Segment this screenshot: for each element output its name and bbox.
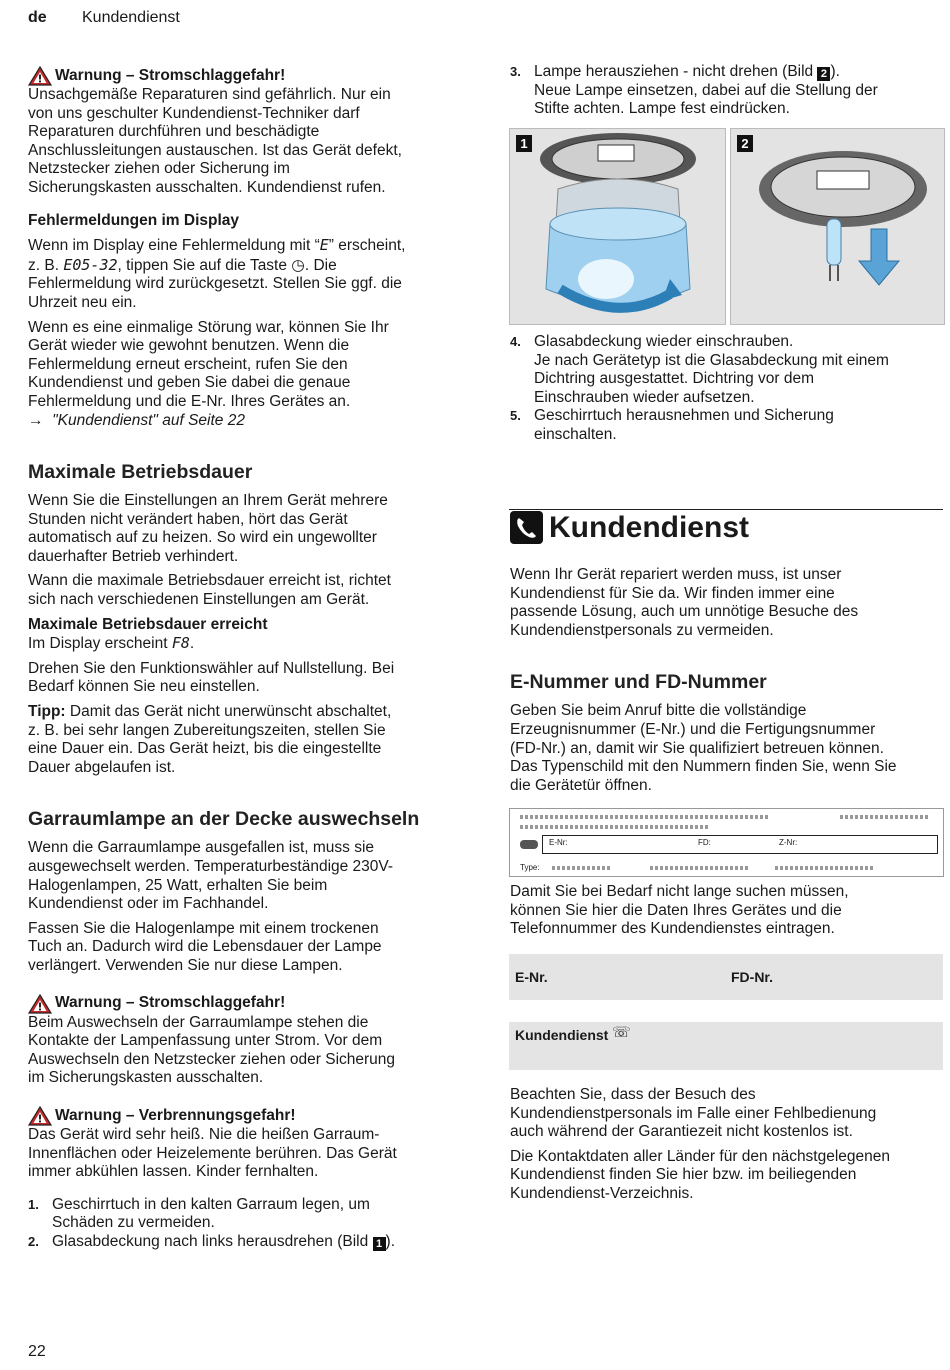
warning-block bbox=[28, 66, 468, 198]
text-line: ausgewechselt werden. Temperaturbeständige 230V- bbox=[28, 858, 394, 875]
plate-type-label: Type: bbox=[520, 863, 540, 872]
plate-dots bbox=[775, 866, 875, 870]
text-line: Damit Sie bei Bedarf nicht lange suchen müssen, bbox=[510, 883, 849, 900]
text-line: Dauer abgelaufen ist. bbox=[28, 758, 176, 776]
step-list bbox=[28, 1196, 468, 1252]
display-code: E bbox=[319, 236, 329, 255]
lamp-removal-illustration-2 bbox=[730, 128, 945, 325]
text-line: Dichtring ausgestattet. Dichtring vor dem bbox=[534, 370, 814, 388]
step-number: 3. bbox=[510, 64, 521, 79]
text: Wenn im Display eine Fehlermeldung mit “ bbox=[28, 237, 320, 255]
device-number-field[interactable] bbox=[509, 954, 943, 1000]
kd-label: Kundendienst bbox=[515, 1027, 609, 1043]
warning-line: im Sicherungskasten ausschalten. bbox=[28, 1069, 264, 1087]
text-line: Wann die maximale Betriebsdauer erreicht ist, richtet bbox=[28, 572, 391, 590]
text-line: automatisch auf zu heizen. So wird ein ungewollter bbox=[28, 529, 377, 547]
text-line: Kundendienst-Verzeichnis. bbox=[510, 1184, 694, 1202]
step-number: 5. bbox=[510, 408, 521, 424]
lamp-removal-illustration-1 bbox=[509, 128, 726, 325]
text-line: sich nach verschiedenen Einstellungen am Gerät. bbox=[28, 591, 370, 609]
text-line: Fassen Sie die Halogenlampe mit einem trockenen bbox=[28, 919, 379, 937]
enr-label: E-Nr. bbox=[515, 969, 548, 985]
text-line: Wenn es eine einmalige Störung war, können Sie Ihr bbox=[28, 318, 389, 336]
text-line: Geben Sie beim Anruf bitte die vollständige bbox=[510, 702, 807, 720]
language-code: de bbox=[28, 9, 47, 26]
text-line: Geschirrtuch in den kalten Garraum legen, um bbox=[52, 1195, 370, 1213]
text: Lampe herausziehen - nicht drehen (Bild bbox=[534, 63, 818, 80]
text-line: Telefonnummer des Kundendienstes eintragen. bbox=[510, 920, 835, 938]
text-line: Bedarf können Sie neu einstellen. bbox=[28, 678, 260, 696]
section-title: Maximale Betriebsdauer bbox=[28, 461, 253, 484]
warning-line: Reparaturen durchführen und beschädigte bbox=[28, 123, 320, 141]
halogen-lamp-illustration bbox=[731, 129, 944, 324]
glass-cover-illustration bbox=[510, 129, 725, 324]
warning-line: Sicherungskasten ausschalten. Kundendienst rufen. bbox=[28, 178, 386, 196]
fdnr-label: FD-Nr. bbox=[731, 969, 773, 985]
text-line: Fehlermeldung wird zurückgesetzt. Stellen Sie ggf. die bbox=[28, 275, 402, 293]
text-line: Schäden zu vermeiden. bbox=[52, 1214, 215, 1232]
step-item bbox=[510, 63, 945, 119]
max-operating-time-section bbox=[28, 460, 468, 777]
plate-dots bbox=[520, 815, 770, 819]
figure-ref-badge: 1 bbox=[373, 1237, 386, 1251]
brand-logo-icon bbox=[520, 840, 538, 849]
warning-line: Anschlussleitungen austauschen. Ist das Gerät defekt, bbox=[28, 141, 402, 159]
text-line: Geschirrtuch herausnehmen und Sicherung bbox=[534, 407, 834, 425]
cross-reference-link[interactable] bbox=[28, 412, 468, 431]
text-line: z. B. bei sehr langen Zubereitungszeiten, stellen Sie bbox=[28, 721, 386, 739]
text-line: Kundendienstpersonals im Falle einer Fehlbedienung bbox=[510, 1104, 877, 1122]
figure-label: 2 bbox=[737, 135, 753, 152]
text-line: Gerät wieder wie gewohnt benutzen. Wenn die bbox=[28, 337, 350, 355]
warning-icon bbox=[28, 66, 52, 86]
figure-label: 1 bbox=[516, 135, 532, 152]
text-line: Fehlermeldung erneut erscheint, rufen Sie den bbox=[28, 355, 348, 373]
oven-lamp-section bbox=[28, 807, 468, 1251]
right-steps bbox=[510, 333, 945, 445]
text-line: Stifte achten. Lampe fest eindrücken. bbox=[534, 100, 790, 118]
tip-label: Tipp: bbox=[28, 703, 66, 721]
display-code: E05-32 bbox=[63, 255, 118, 274]
text: . bbox=[189, 635, 195, 653]
text-line: dauerhafter Betrieb verhindert. bbox=[28, 547, 239, 565]
text-line: Kundendienst und geben Sie dabei die genaue bbox=[28, 374, 351, 392]
chapter-title: Kundendienst bbox=[549, 511, 749, 544]
section-title: E-Nummer und FD-Nummer bbox=[510, 671, 767, 694]
text-line: Stunden nicht verändert haben, hört das Gerät bbox=[28, 510, 348, 528]
step-item bbox=[28, 1233, 468, 1252]
warning-line: Auswechseln den Netzstecker ziehen oder Sicherung bbox=[28, 1050, 396, 1068]
text-line: Wenn Sie die Einstellungen an Ihrem Gerät mehrere bbox=[28, 492, 388, 510]
warning-line: Kontakte der Lampenfassung unter Strom. Vor dem bbox=[28, 1032, 383, 1050]
text-line: passende Lösung, auch um unnötige Besuche des bbox=[510, 603, 859, 621]
text: ” erscheint, bbox=[328, 237, 406, 255]
step-list bbox=[510, 63, 945, 119]
text: Im Display erscheint bbox=[28, 635, 172, 653]
right-column bbox=[510, 63, 945, 119]
warning-title: Warnung – Stromschlaggefahr! bbox=[55, 66, 286, 84]
text-line: Uhrzeit neu ein. bbox=[28, 293, 137, 311]
text: , tippen Sie auf die Taste bbox=[117, 256, 292, 274]
phone-icon bbox=[510, 511, 543, 544]
warning-title: Warnung – Stromschlaggefahr! bbox=[55, 994, 286, 1012]
text-line: eine Dauer ein. Das Gerät heizt, bis die eingestellte bbox=[28, 740, 382, 758]
text-line: verlängert. Verwenden Sie nur diese Lampen. bbox=[28, 956, 343, 974]
plate-dots bbox=[552, 866, 612, 870]
step-number: 1. bbox=[28, 1196, 39, 1212]
text: ). bbox=[830, 63, 840, 80]
text-line: Wenn Ihr Gerät repariert werden muss, ist unser bbox=[510, 566, 842, 583]
page-number: 22 bbox=[28, 1343, 46, 1360]
warning-line: Innenflächen oder Heizelemente berühren. Das Gerät bbox=[28, 1144, 397, 1162]
text-line: Kundendienstpersonals zu vermeiden. bbox=[510, 621, 774, 639]
warning-line: Beim Auswechseln der Garraumlampe stehen die bbox=[28, 1013, 369, 1031]
step-item bbox=[28, 1196, 468, 1233]
text: z. B. bbox=[28, 256, 64, 274]
step-list bbox=[510, 333, 945, 445]
section-subtitle: Fehlermeldungen im Display bbox=[28, 211, 240, 229]
note-paragraph bbox=[510, 883, 945, 939]
tip bbox=[28, 703, 468, 722]
step-item bbox=[510, 333, 945, 407]
arrow-icon: → bbox=[28, 411, 44, 429]
warning-line: Das Gerät wird sehr heiß. Nie die heißen Garraum- bbox=[28, 1125, 380, 1143]
text-line: einschalten. bbox=[534, 425, 617, 443]
step-item bbox=[510, 407, 945, 444]
warning-line: Unsachgemäße Reparaturen sind gefährlich. Nur ein bbox=[28, 86, 391, 103]
plate-fd-label: FD: bbox=[698, 838, 711, 847]
left-column bbox=[28, 66, 468, 1252]
text-line: Kundendienst finden Sie hier bzw. im beiliegenden bbox=[510, 1166, 857, 1184]
warning-title: Warnung – Verbrennungsgefahr! bbox=[55, 1106, 296, 1124]
text-line: Beachten Sie, dass der Besuch des bbox=[510, 1086, 756, 1103]
warning-block bbox=[28, 994, 468, 1088]
text-line: Das Typenschild mit den Nummern finden Sie, wenn Sie bbox=[510, 758, 897, 776]
text-line: auch während der Garantiezeit nicht kostenlos ist. bbox=[510, 1123, 853, 1141]
customer-service-intro bbox=[510, 566, 945, 795]
divider bbox=[509, 509, 943, 510]
text-line: (FD-Nr.) an, damit wir Sie qualifiziert betreuen können. bbox=[510, 739, 884, 757]
plate-dots bbox=[520, 825, 710, 829]
plate-number-box bbox=[542, 835, 938, 854]
text-line: Drehen Sie den Funktionswähler auf Nullstellung. Bei bbox=[28, 659, 395, 677]
telephone-icon: ☏ bbox=[612, 1024, 631, 1041]
warning-icon bbox=[28, 994, 52, 1014]
header-section: Kundendienst bbox=[82, 9, 180, 26]
text-line: Kundendienst für Sie da. Wir finden immer eine bbox=[510, 584, 835, 602]
text-line: Kundendienst oder im Fachhandel. bbox=[28, 895, 269, 913]
link-text[interactable]: "Kundendienst" auf Seite 22 bbox=[52, 411, 245, 429]
text-line: Neue Lampe einsetzen, dabei auf die Stellung der bbox=[534, 81, 878, 99]
warning-block bbox=[28, 1106, 468, 1182]
text-line: Glasabdeckung wieder einschrauben. bbox=[534, 333, 794, 350]
text-line: die Gerätetür öffnen. bbox=[510, 776, 652, 794]
step-number: 4. bbox=[510, 334, 521, 349]
text: Damit das Gerät nicht unerwünscht abschaltet, bbox=[65, 703, 392, 721]
error-messages-section bbox=[28, 212, 468, 431]
text-line: Wenn die Garraumlampe ausgefallen ist, muss sie bbox=[28, 839, 375, 857]
customer-service-field[interactable] bbox=[509, 1022, 943, 1070]
text-line: Je nach Gerätetyp ist die Glasabdeckung mit einem bbox=[534, 351, 889, 369]
closing-paragraphs bbox=[510, 1086, 945, 1204]
type-plate-illustration bbox=[509, 808, 944, 877]
display-code: F8 bbox=[171, 634, 190, 653]
text: . Die bbox=[304, 256, 337, 274]
text-line: Die Kontaktdaten aller Länder für den nächstgelegenen bbox=[510, 1147, 891, 1165]
warning-line: Netzstecker ziehen oder Sicherung im bbox=[28, 160, 290, 178]
figure-ref-badge: 2 bbox=[817, 67, 830, 81]
text: ). bbox=[385, 1232, 395, 1250]
step-number: 2. bbox=[28, 1233, 39, 1249]
plate-enr-label: E-Nr: bbox=[549, 838, 568, 847]
section-title: Garraumlampe an der Decke auswechseln bbox=[28, 808, 420, 831]
text-line: Fehlermeldung und die E-Nr. Ihres Gerätes an. bbox=[28, 392, 351, 410]
text-line: Tuch an. Dadurch wird die Lebensdauer der Lampe bbox=[28, 938, 382, 956]
plate-dots bbox=[650, 866, 750, 870]
clock-icon: ◷ bbox=[291, 256, 305, 274]
plate-dots bbox=[840, 815, 930, 819]
text-line: Halogenlampen, 25 Watt, erhalten Sie beim bbox=[28, 876, 328, 894]
text-line: können Sie hier die Daten Ihres Gerätes und die bbox=[510, 901, 842, 919]
text-line: Einschrauben wieder aufsetzen. bbox=[534, 388, 755, 406]
text: Glasabdeckung nach links herausdrehen (Bild bbox=[52, 1232, 373, 1250]
warning-line: immer abkühlen lassen. Kinder fernhalten. bbox=[28, 1163, 319, 1181]
warning-line: von uns geschulter Kundendienst-Techniker darf bbox=[28, 104, 360, 122]
warning-icon bbox=[28, 1106, 52, 1126]
section-subtitle: Maximale Betriebsdauer erreicht bbox=[28, 615, 268, 633]
plate-znr-label: Z-Nr: bbox=[779, 838, 798, 847]
text-line: Erzeugnisnummer (E-Nr.) und die Fertigungsnummer bbox=[510, 720, 876, 738]
